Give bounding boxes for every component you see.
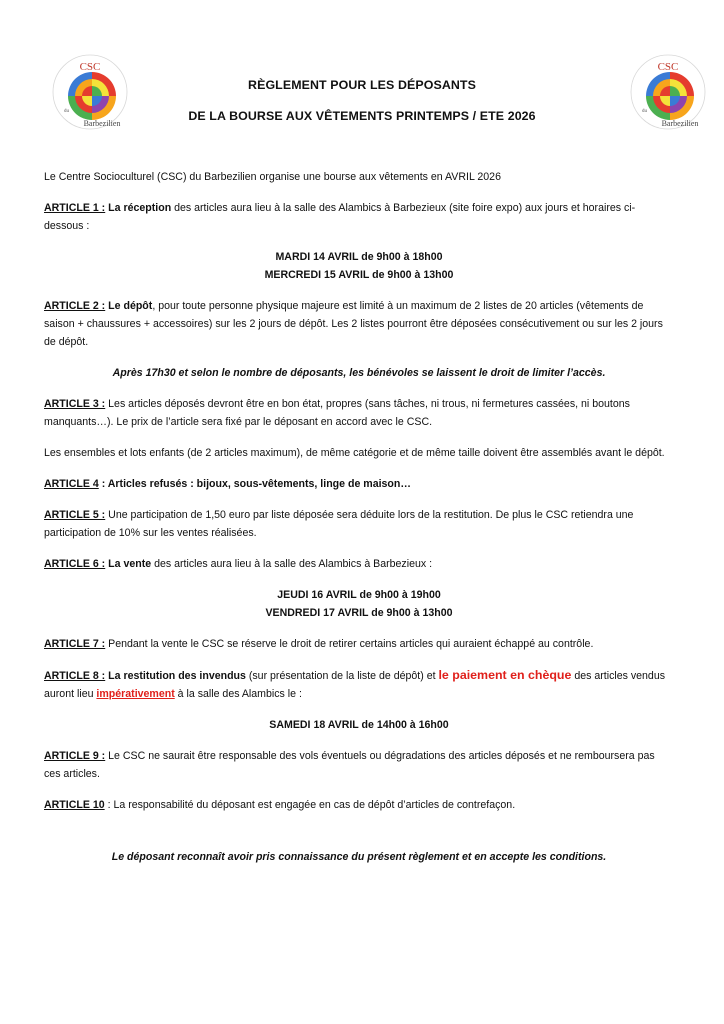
closing-statement: Le déposant reconnaît avoir pris connaissance du présent règlement et en accepte les conditions. xyxy=(111,851,607,863)
article-4 xyxy=(44,475,674,493)
article-2-bold: Le dépôt xyxy=(108,300,153,312)
article-1-label: ARTICLE 1 : xyxy=(44,202,106,214)
article-2-note: Après 17h30 et selon le nombre de déposants, les bénévoles se laissent le droit de limiter l’accès. xyxy=(112,367,606,379)
document-body xyxy=(44,168,674,879)
article-1-text: des articles aura lieu à la salle des Alambics à Barbezieux (site foire expo) aux jours et horaires ci-dessous : xyxy=(44,202,636,232)
svg-text:du: du xyxy=(642,109,647,114)
article-3-text: Les articles déposés devront être en bon état, propres (sans tâches, ni trous, ni fermetures cassées, ni boutons manquants…). Le prix de l’article sera fixé par le déposant en accord avec le CSC. xyxy=(44,398,630,428)
article-3-continued: Les ensembles et lots enfants (de 2 articles maximum), de même catégorie et de même taille doivent être assemblés avant le dépôt. xyxy=(44,447,665,459)
article-2-label: ARTICLE 2 : xyxy=(44,300,106,312)
reception-date-1: MARDI 14 AVRIL de 9h00 à 18h00 xyxy=(275,251,443,263)
article-7-label: ARTICLE 7 : xyxy=(44,638,106,650)
article-9 xyxy=(44,747,674,783)
balloon-logo-icon xyxy=(52,54,128,130)
article-1-bold: La réception xyxy=(108,202,172,214)
page-title-line1: RÈGLEMENT POUR LES DÉPOSANTS xyxy=(248,78,476,92)
article-8-label: ARTICLE 8 : xyxy=(44,670,106,682)
article-7-text: Pendant la vente le CSC se réserve le droit de retirer certains articles qui auraient échappé au contrôle. xyxy=(105,638,594,650)
article-3 xyxy=(44,395,674,431)
article-10 xyxy=(44,796,674,814)
article-7 xyxy=(44,635,674,653)
article-10-label: ARTICLE 10 xyxy=(44,799,105,811)
article-8 xyxy=(44,666,674,703)
svg-text:CSC: CSC xyxy=(657,61,679,73)
article-8-red-highlight: le paiement en chèque xyxy=(438,668,572,682)
article-4-text: : Articles refusés : bijoux, sous-vêtements, linge de maison… xyxy=(98,478,411,490)
article-9-label: ARTICLE 9 : xyxy=(44,750,106,762)
intro-paragraph: Le Centre Socioculturel (CSC) du Barbezilien organise une bourse aux vêtements en AVRIL 2026 xyxy=(44,171,501,183)
restitution-date: SAMEDI 18 AVRIL de 14h00 à 16h00 xyxy=(269,719,449,731)
article-5 xyxy=(44,506,674,542)
csc-logo-left xyxy=(52,54,128,130)
article-2-text: , pour toute personne physique majeure est limité à un maximum de 2 listes de 20 articles (vêtements de saison + chaussures + accessoires) sur les 2 jours de dépôt. Les 2 listes pourront être déposées consécutivement ou sur les 2 jours de dépôt. xyxy=(44,300,663,348)
article-8-text-1: (sur présentation de la liste de dépôt) et xyxy=(245,670,439,682)
article-3-label: ARTICLE 3 : xyxy=(44,398,106,410)
article-4-label: ARTICLE 4 xyxy=(44,478,99,490)
article-6 xyxy=(44,555,674,573)
balloon-logo-icon xyxy=(630,54,706,130)
sale-date-2: VENDREDI 17 AVRIL de 9h00 à 13h00 xyxy=(265,607,453,619)
article-8-red-underline: impérativement xyxy=(96,688,175,700)
article-8-text-2: des articles vendus auront lieu xyxy=(44,670,666,700)
article-2 xyxy=(44,297,674,351)
article-6-text: des articles aura lieu à la salle des Alambics à Barbezieux : xyxy=(151,558,433,570)
csc-logo-right xyxy=(630,54,706,130)
article-5-text: Une participation de 1,50 euro par liste déposée sera déduite lors de la restitution. De plus le CSC retiendra une participation de 10% sur les ventes réalisées. xyxy=(44,509,634,539)
svg-text:du: du xyxy=(64,109,69,114)
svg-text:CSC: CSC xyxy=(79,61,101,73)
reception-date-2: MERCREDI 15 AVRIL de 9h00 à 13h00 xyxy=(264,269,454,281)
article-8-bold: La restitution des invendus xyxy=(105,670,246,682)
svg-text:Barbezilien: Barbezilien xyxy=(83,119,121,128)
article-6-bold: La vente xyxy=(105,558,152,570)
article-5-label: ARTICLE 5 : xyxy=(44,509,106,521)
article-10-text: : La responsabilité du déposant est engagée en cas de dépôt d’articles de contrefaçon. xyxy=(104,799,516,811)
article-6-label: ARTICLE 6 : xyxy=(44,558,106,570)
page-title-line2: DE LA BOURSE AUX VÊTEMENTS PRINTEMPS / ETE 2026 xyxy=(188,109,536,123)
article-1 xyxy=(44,199,674,235)
svg-text:Barbezilien: Barbezilien xyxy=(661,119,699,128)
article-9-text: Le CSC ne saurait être responsable des vols éventuels ou dégradations des articles déposés et ne remboursera pas ces articles. xyxy=(44,750,655,780)
sale-date-1: JEUDI 16 AVRIL de 9h00 à 19h00 xyxy=(277,589,441,601)
article-8-text-3: à la salle des Alambics le : xyxy=(174,688,302,700)
